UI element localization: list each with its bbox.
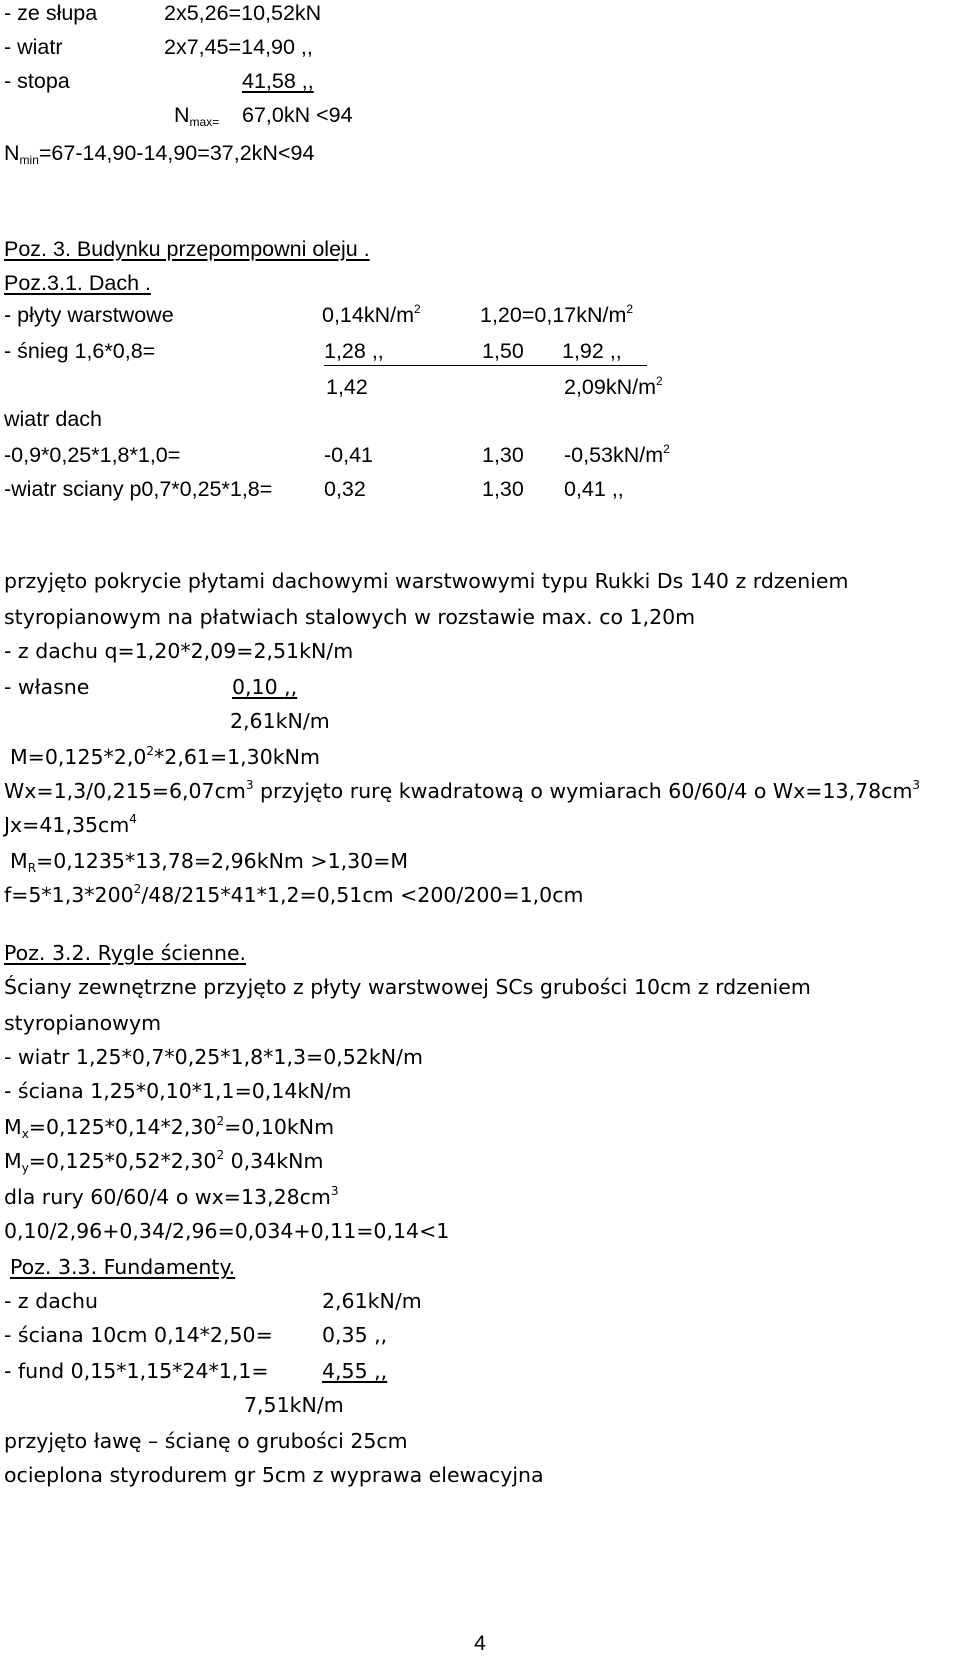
row-label: -0,9*0,25*1,8*1,0= <box>4 443 181 467</box>
row-label: - z dachu <box>4 1289 99 1313</box>
roof-row-wind-heading: wiatr dach <box>4 407 102 431</box>
row-value: 1,50 <box>482 339 524 363</box>
paragraph-line: - z dachu q=1,20*2,09=2,51kN/m <box>4 639 354 663</box>
paragraph-line: 0,10/2,96+0,34/2,96=0,034+0,11=0,14<1 <box>4 1219 450 1243</box>
section-modulus-line <box>4 778 920 804</box>
load-total: 2,61kN/m <box>230 709 330 733</box>
superscript: 3 <box>330 1184 339 1198</box>
superscript: 2 <box>133 882 142 896</box>
moment-y-line <box>4 1148 323 1174</box>
moment-line <box>10 744 320 770</box>
superscript: 2 <box>414 302 421 316</box>
text: =0,10kNm <box>224 1115 335 1139</box>
paragraph-line: - wiatr 1,25*0,7*0,25*1,8*1,3=0,52kN/m <box>4 1045 423 1069</box>
row-value: 1,30 <box>482 443 524 467</box>
row-label: - śnieg 1,6*0,8= <box>4 339 156 363</box>
paragraph-line: styropianowym <box>4 1011 162 1035</box>
row-value: 41,58 ,, <box>242 69 314 93</box>
row-value: 2x7,45=14,90 ,, <box>164 35 313 59</box>
n-symbol: N <box>4 141 20 165</box>
superscript: 2 <box>656 374 663 388</box>
foundation-total: 7,51kN/m <box>244 1393 344 1417</box>
text: M <box>4 1149 22 1173</box>
resistance-line <box>10 848 408 874</box>
row-label: - stopa <box>4 69 70 93</box>
row-value: 2,09kN/m <box>564 375 657 399</box>
page-number: 4 <box>474 1632 486 1655</box>
row-label: - płyty warstwowe <box>4 303 174 327</box>
row-value: 1,20=0,17kN/m <box>480 303 627 327</box>
row-value: 1,30 <box>482 477 524 501</box>
sum-underline <box>324 365 647 366</box>
paragraph-line: Ściany zewnętrzne przyjęto z płyty warstwowej SCs grubości 10cm z rdzeniem <box>4 975 811 999</box>
text: f=5*1,3*200 <box>4 883 134 907</box>
superscript: 3 <box>245 778 254 792</box>
text: M <box>10 849 28 873</box>
superscript: 2 <box>216 1114 225 1128</box>
row-value: 0,35 ,, <box>322 1323 388 1347</box>
paragraph-line: przyjęto ławę – ścianę o grubości 25cm <box>4 1429 408 1453</box>
n-subscript: max= <box>189 115 220 129</box>
text: =0,1235*13,78=2,96kNm >1,30=M <box>36 849 409 873</box>
n-symbol: N <box>174 103 190 127</box>
text: M=0,125*2,0 <box>10 745 147 769</box>
text: *2,61=1,30kNm <box>154 745 320 769</box>
section-3-1-heading: Poz.3.1. Dach . <box>4 271 151 295</box>
row-value: 2x5,26=10,52kN <box>164 1 322 25</box>
superscript: 2 <box>663 442 670 456</box>
text: Wx=1,3/0,215=6,07cm <box>4 779 246 803</box>
paragraph-line: przyjęto pokrycie płytami dachowymi warstwowymi typu Rukki Ds 140 z rdzeniem <box>4 569 849 593</box>
pipe-line <box>4 1184 339 1210</box>
subscript: R <box>27 861 37 875</box>
n-max-row <box>174 102 353 129</box>
text: przyjęto rurę kwadratową o wymiarach 60/60/4 o Wx=13,78cm <box>253 779 913 803</box>
text: /48/215*41*1,2=0,51cm <200/200=1,0cm <box>141 883 584 907</box>
superscript: 3 <box>912 778 921 792</box>
row-label: - fund 0,15*1,15*24*1,1= <box>4 1359 269 1383</box>
row-label: -wiatr sciany p0,7*0,25*1,8= <box>4 477 273 501</box>
text: =0,125*0,52*2,30 <box>28 1149 217 1173</box>
row-value: 0,32 <box>324 477 366 501</box>
text: dla rury 60/60/4 o wx=13,28cm <box>4 1185 331 1209</box>
row-value: -0,53kN/m <box>564 443 664 467</box>
row-label: - własne <box>4 675 90 699</box>
n-subscript: min <box>19 153 39 167</box>
row-value: 1,28 ,, <box>324 339 384 363</box>
row-value: 0,14kN/m <box>322 303 415 327</box>
deflection-line <box>4 882 583 908</box>
n-max-value: 67,0kN <94 <box>242 103 353 127</box>
moment-x-line <box>4 1114 334 1140</box>
self-weight-row <box>4 674 298 700</box>
n-min-row <box>4 140 314 166</box>
text: Jx=41,35cm <box>4 813 130 837</box>
row-value: 2,61kN/m <box>322 1289 422 1313</box>
superscript: 2 <box>146 744 155 758</box>
paragraph-line: styropianowym na płatwiach stalowych w rozstawie max. co 1,20m <box>4 605 696 629</box>
row-label: - wiatr <box>4 35 63 59</box>
row-value: 0,10 ,, <box>232 675 298 699</box>
superscript: 4 <box>129 812 137 826</box>
text: 0,34kNm <box>224 1149 324 1173</box>
row-label: - ściana 10cm 0,14*2,50= <box>4 1323 273 1347</box>
section-3-2-heading: Poz. 3.2. Rygle ścienne. <box>4 941 247 965</box>
row-label: - ze słupa <box>4 1 98 25</box>
n-min-value: =67-14,90-14,90=37,2kN<94 <box>38 141 315 165</box>
subscript: y <box>21 1161 29 1175</box>
paragraph-line: ocieplona styrodurem gr 5cm z wyprawa elewacyjna <box>4 1463 544 1487</box>
row-value: -0,41 <box>324 443 374 467</box>
text: M <box>4 1115 22 1139</box>
paragraph-line: - ściana 1,25*0,10*1,1=0,14kN/m <box>4 1079 352 1103</box>
section-3-3-heading: Poz. 3.3. Fundamenty. <box>10 1255 236 1279</box>
superscript: 2 <box>216 1148 225 1162</box>
superscript: 2 <box>626 302 634 316</box>
row-value: 1,42 <box>326 375 368 399</box>
inertia-line <box>4 812 137 838</box>
row-value: 0,41 ,, <box>564 477 624 501</box>
subscript: x <box>21 1127 29 1141</box>
row-value: 4,55 ,, <box>322 1359 388 1383</box>
text: =0,125*0,14*2,30 <box>28 1115 217 1139</box>
section-3-heading: Poz. 3. Budynku przepompowni oleju . <box>4 237 370 261</box>
row-value: 1,92 ,, <box>562 339 622 363</box>
